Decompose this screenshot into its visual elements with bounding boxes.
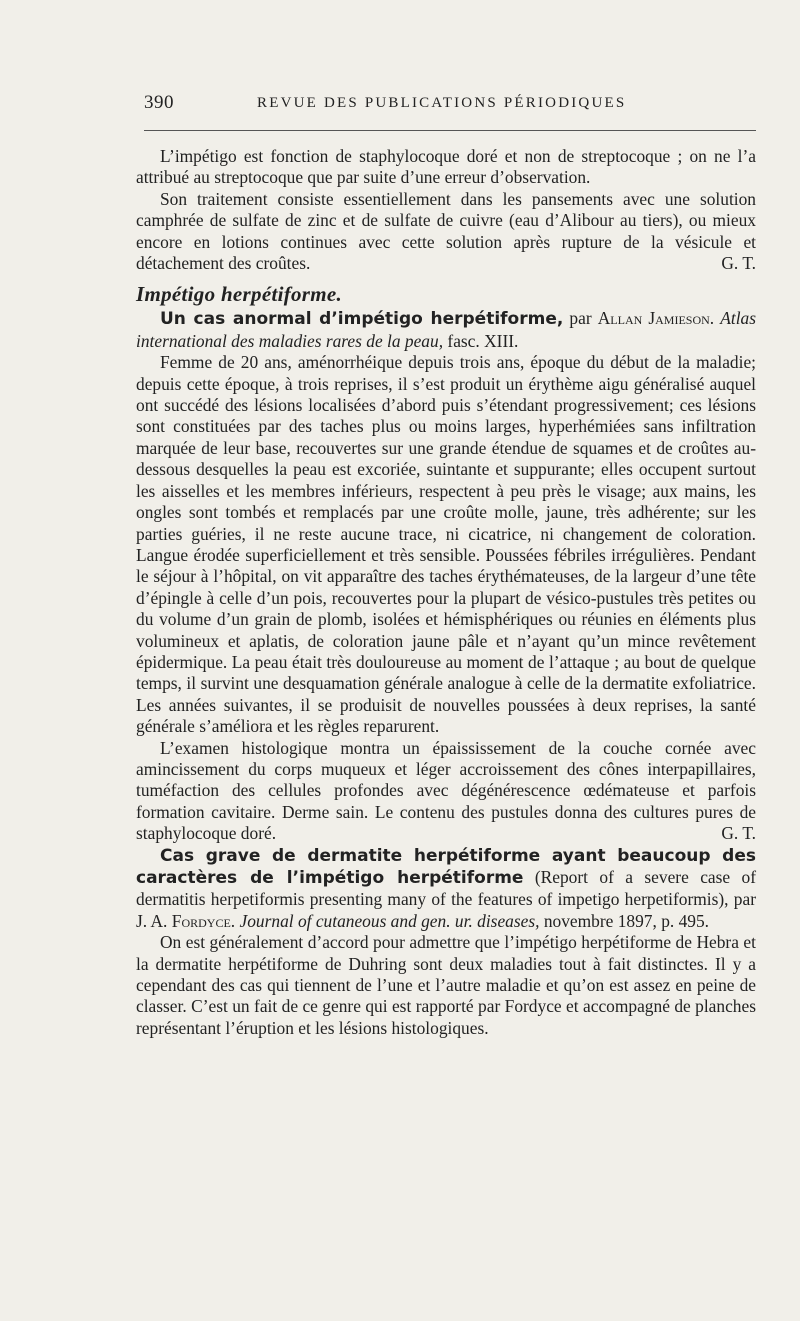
- article-2-author: Fordyce.: [171, 910, 236, 931]
- article-2-heading: [136, 845, 756, 933]
- page-number: 390: [144, 92, 174, 113]
- signature: G. T.: [721, 823, 756, 844]
- article-2-by: par J. A.: [136, 889, 756, 931]
- article-1-paragraph-1: Femme de 20 ans, aménorrhéique depuis trois ans, époque du début de la maladie; depuis cette époque, à trois reprises, il s’est produit un érythème aigu généralisé auquel ont succédé des lésions localisées d’abord puis s’étendant progressivement; ces lésions sont constituées par des taches plus ou moins larges, hyperhémiées sans infiltration marquée de leur base, recouvertes sur une grande étendue de squames et de croûtes au-dessous desquelles la peau est excoriée, suintante et suppurante; elles occupent surtout les aisselles et les membres inférieurs, respectent à peu près le visage; aux mains, les ongles sont tombés et remplacés par une croûte molle, jaune, très adhérente; sur les parties guéries, il ne reste aucune trace, ni cicatrice, ni changement de coloration. Langue érodée superficiellement et très sensible. Poussées fébriles irrégulières. Pendant le séjour à l’hôpital, on vit apparaître des taches érythémateuses, de la largeur d’une tête d’épingle à celle d’un pois, recouvertes pour la plupart de vésico-pustules très petites ou du volume d’un grain de plomb, isolées et hémisphériques ou réunies en éléments plus volumineux et aplatis, de coloration jaune pâle et n’ayant qu’un mince revêtement épidermique. La peau était très douloureuse au moment de l’attaque ; au bout de quelque temps, il survint une desquamation générale analogue à celle de la dermatite exfoliatrice. Les années suivantes, il se produisit de nouvelles poussées à deux reprises, la santé générale s’améliora et les règles reparurent.: [136, 352, 756, 737]
- article-1-journal: Atlas international des maladies rares de la peau,: [136, 308, 756, 351]
- article-1-by: par: [569, 308, 592, 329]
- paragraph-traitement-text: Son traitement consiste essentiellement dans les pansements avec une solution camphrée de sulfate de zinc et de sulfate de cuivre (eau d’Alibour au tiers), ou mieux encore en lotions continues avec cette solution après rupture de la vésicule et détachement des croûtes.: [136, 188, 756, 274]
- article-2-issue: novembre 1897, p. 495.: [543, 910, 710, 931]
- running-title: REVUE DES PUBLICATIONS PÉRIODIQUES: [257, 95, 627, 111]
- signature: G. T.: [721, 253, 756, 274]
- paragraph-staphylocoque: L’impétigo est fonction de staphylocoque doré et non de streptocoque ; on ne l’a attribué au streptocoque que par suite d’une erreur d’observation.: [136, 146, 756, 188]
- article-1-paragraph-2: [136, 738, 756, 845]
- article-1-paragraph-2-text: L’examen histologique montra un épaississement de la couche cornée avec amincissement du corps muqueux et léger accroissement des cônes interpapillaires, tuméfaction des cellules profondes avec dégénérescence œdémateuse et parfois formation cavitaire. Derme sain. Le contenu des pustules donna des cultures pures de staphylocoque doré.: [136, 737, 756, 844]
- article-2-journal: Journal of cutaneous and gen. ur. diseases,: [239, 910, 540, 931]
- header-rule: [144, 130, 756, 131]
- article-2-english-title: (Report of a severe case of dermatitis herpetiformis presenting many of the features of impetigo herpetiformis),: [136, 867, 756, 910]
- article-1-heading: [136, 308, 756, 352]
- article-2-title: Cas grave de dermatite herpétiforme ayant beaucoup des caractères de l’impétigo herpétiforme: [136, 845, 756, 888]
- page-header: [144, 92, 756, 118]
- article-1-issue: fasc. XIII.: [447, 330, 519, 351]
- article-2-paragraph-1: On est généralement d’accord pour admettre que l’impétigo herpétiforme de Hebra et la dermatite herpétiforme de Duhring sont deux maladies tout à fait distinctes. Il y a cependant des cas qui tiennent de l’une et l’autre maladie et qu’on est assez en peine de classer. C’est un fait de ce genre qui est rapporté par Fordyce et accompagné de planches représentant l’éruption et les lésions histologiques.: [136, 932, 756, 1038]
- article-1-title: Un cas anormal d’impétigo herpétiforme,: [160, 309, 564, 330]
- section-title: Impétigo herpétiforme.: [136, 282, 343, 307]
- article-1-author: Allan Jamieson.: [597, 308, 715, 329]
- paragraph-traitement: [136, 189, 756, 275]
- main-text: [136, 146, 756, 1039]
